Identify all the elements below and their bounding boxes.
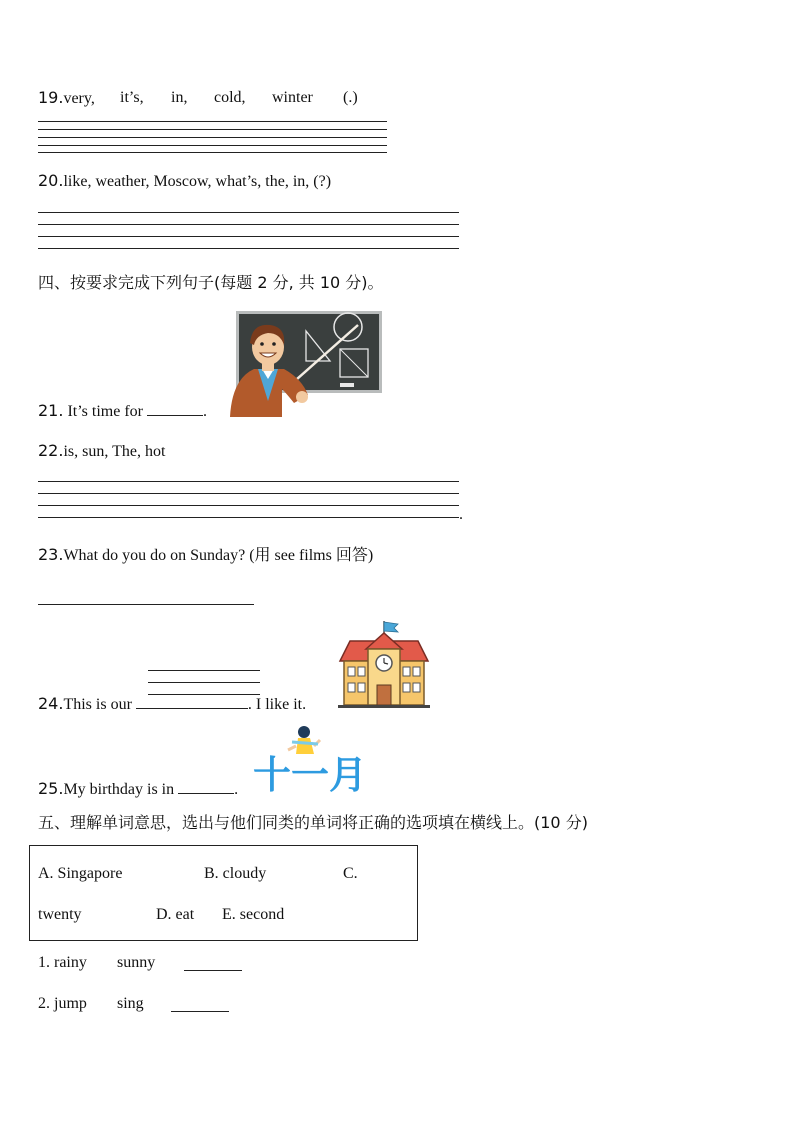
answer-line[interactable] [38, 493, 459, 494]
q22-text: is, sun, The, hot [63, 443, 166, 460]
answer-line[interactable] [38, 145, 387, 146]
q5-2-line [38, 994, 144, 1014]
q5-1-word: 1. rainy [38, 954, 87, 971]
option-d: D. eat [156, 906, 195, 923]
q21-text: It’s time for [67, 403, 143, 420]
q24-after: . I like it. [247, 696, 307, 713]
answer-line[interactable] [148, 682, 260, 683]
q21-line [38, 401, 207, 422]
answer-line[interactable] [38, 604, 254, 605]
november-image-text: 十一月 [252, 753, 368, 797]
section4-title: 四、按要求完成下列句子(每题 2 分, 共 10 分)。 [38, 273, 384, 292]
q24-line [38, 694, 306, 715]
option-c: C. [343, 865, 358, 882]
q25-number: 25. [38, 779, 64, 798]
answer-line[interactable] [38, 248, 459, 249]
q19-word: (.) [343, 89, 358, 106]
q22-line [38, 441, 165, 462]
november-image [252, 724, 368, 797]
answer-blank[interactable] [184, 956, 242, 971]
q24-number: 24. [38, 694, 64, 713]
answer-line[interactable] [38, 152, 387, 153]
q19-word: cold, [214, 89, 246, 106]
q5-2-word: 2. jump [38, 995, 87, 1012]
answer-blank[interactable] [178, 779, 234, 794]
q5-1-line [38, 953, 156, 973]
q22-number: 22. [38, 441, 64, 460]
answer-line[interactable] [38, 517, 459, 518]
q19-word: winter [272, 89, 313, 106]
q21-period: . [203, 403, 207, 420]
answer-line[interactable] [38, 212, 459, 213]
q23-text: What do you do on Sunday? (用 see films 回答) [63, 547, 374, 564]
teacher-blackboard-image [228, 309, 384, 417]
options-box [29, 845, 418, 941]
q5-2-word2: sing [117, 995, 144, 1012]
q25-period: . [234, 781, 239, 798]
option-e: E. second [222, 906, 285, 923]
answer-line[interactable] [38, 236, 459, 237]
answer-line[interactable] [148, 670, 260, 671]
q20-number: 20. [38, 171, 64, 190]
q5-1-word2: sunny [117, 954, 156, 971]
q19-line [38, 88, 358, 109]
q25-text: My birthday is in [63, 781, 175, 798]
answer-line[interactable] [38, 224, 459, 225]
answer-blank[interactable] [171, 997, 229, 1012]
q24-text: This is our [63, 696, 132, 713]
q22-period: . [459, 506, 463, 523]
option-c-word: twenty [38, 906, 82, 923]
answer-line[interactable] [38, 505, 459, 506]
q20-line [38, 171, 331, 192]
answer-blank[interactable] [147, 401, 203, 416]
answer-line[interactable] [38, 137, 387, 138]
q20-text: like, weather, Moscow, what’s, the, in, (?) [63, 173, 332, 190]
school-building-image [336, 619, 432, 709]
q19-word: very, [63, 90, 95, 107]
q19-number: 19. [38, 88, 64, 107]
section5-title: 五、理解单词意思，选出与他们同类的单词将正确的选项填在横线上。(10 分) [38, 813, 588, 832]
q19-word: in, [171, 89, 188, 106]
option-a: A. Singapore [38, 865, 123, 882]
answer-line[interactable] [38, 121, 387, 122]
q19-word: it’s, [120, 89, 144, 106]
q25-line [38, 779, 238, 800]
answer-blank[interactable] [136, 694, 248, 709]
q21-number: 21. [38, 401, 64, 420]
option-b: B. cloudy [204, 865, 267, 882]
answer-line[interactable] [38, 129, 387, 130]
q23-number: 23. [38, 545, 64, 564]
answer-line[interactable] [38, 481, 459, 482]
q23-line [38, 545, 373, 566]
